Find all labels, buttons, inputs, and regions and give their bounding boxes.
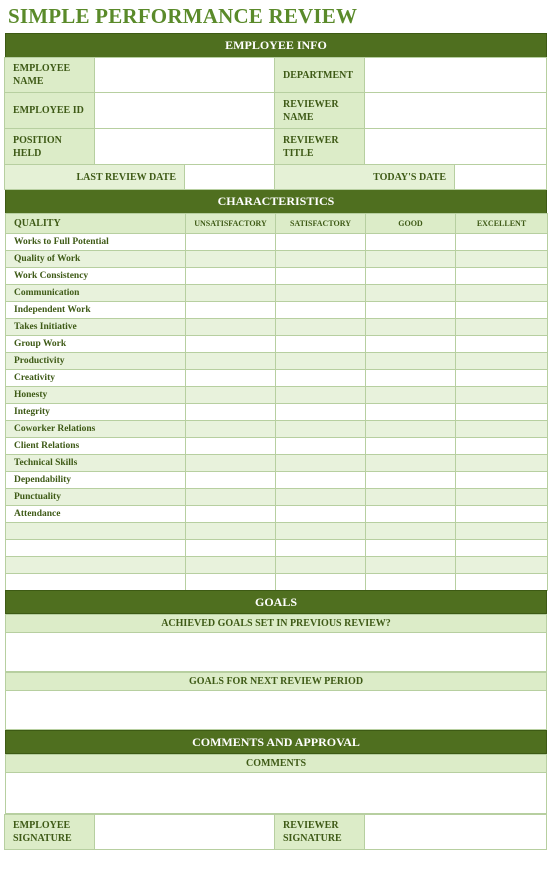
table-row bbox=[6, 472, 548, 489]
rating-cell-satisfactory[interactable] bbox=[276, 336, 366, 353]
table-row bbox=[6, 540, 548, 557]
employee-id-field[interactable] bbox=[94, 92, 275, 129]
rating-cell-unsatisfactory[interactable] bbox=[186, 302, 276, 319]
todays-date-label: TODAY'S DATE bbox=[274, 164, 455, 190]
rating-cell-excellent[interactable] bbox=[456, 557, 548, 574]
reviewer-signature-field[interactable] bbox=[364, 814, 547, 850]
quality-label: Attendance bbox=[6, 506, 186, 523]
rating-cell-excellent[interactable] bbox=[456, 336, 548, 353]
quality-label bbox=[6, 557, 186, 574]
column-header-good: GOOD bbox=[366, 214, 456, 234]
rating-cell-excellent[interactable] bbox=[456, 421, 548, 438]
rating-cell-unsatisfactory[interactable] bbox=[186, 251, 276, 268]
rating-cell-excellent[interactable] bbox=[456, 506, 548, 523]
quality-label: Client Relations bbox=[6, 438, 186, 455]
table-row bbox=[6, 285, 548, 302]
rating-cell-excellent[interactable] bbox=[456, 540, 548, 557]
rating-cell-excellent[interactable] bbox=[456, 387, 548, 404]
rating-cell-good[interactable] bbox=[366, 574, 456, 591]
employee-id-label: EMPLOYEE ID bbox=[4, 92, 95, 129]
table-row bbox=[6, 489, 548, 506]
rating-cell-unsatisfactory[interactable] bbox=[186, 421, 276, 438]
position-held-field[interactable] bbox=[94, 128, 275, 165]
goals-header: GOALS bbox=[5, 590, 547, 614]
quality-label: Communication bbox=[6, 285, 186, 302]
last-review-date-label: LAST REVIEW DATE bbox=[4, 164, 185, 190]
rating-cell-good[interactable] bbox=[366, 404, 456, 421]
department-field[interactable] bbox=[364, 57, 547, 93]
rating-cell-satisfactory[interactable] bbox=[276, 370, 366, 387]
employee-signature-label: EMPLOYEE SIGNATURE bbox=[4, 814, 95, 850]
rating-cell-good[interactable] bbox=[366, 506, 456, 523]
employee-info-grid bbox=[5, 58, 547, 165]
quality-label: Dependability bbox=[6, 472, 186, 489]
rating-cell-satisfactory[interactable] bbox=[276, 540, 366, 557]
reviewer-title-label: REVIEWER TITLE bbox=[274, 128, 365, 165]
quality-label: Creativity bbox=[6, 370, 186, 387]
rating-cell-good[interactable] bbox=[366, 455, 456, 472]
rating-cell-unsatisfactory[interactable] bbox=[186, 234, 276, 251]
rating-cell-satisfactory[interactable] bbox=[276, 302, 366, 319]
table-row bbox=[6, 455, 548, 472]
rating-cell-satisfactory[interactable] bbox=[276, 234, 366, 251]
rating-cell-satisfactory[interactable] bbox=[276, 438, 366, 455]
rating-cell-satisfactory[interactable] bbox=[276, 268, 366, 285]
page-title: SIMPLE PERFORMANCE REVIEW bbox=[8, 4, 358, 28]
column-header-excellent: EXCELLENT bbox=[456, 214, 548, 234]
rating-cell-good[interactable] bbox=[366, 472, 456, 489]
employee-name-label: EMPLOYEE NAME bbox=[4, 57, 95, 93]
rating-cell-satisfactory[interactable] bbox=[276, 574, 366, 591]
rating-cell-excellent[interactable] bbox=[456, 574, 548, 591]
rating-cell-satisfactory[interactable] bbox=[276, 319, 366, 336]
quality-label: Group Work bbox=[6, 336, 186, 353]
quality-label: Technical Skills bbox=[6, 455, 186, 472]
rating-cell-excellent[interactable] bbox=[456, 319, 548, 336]
quality-label: Independent Work bbox=[6, 302, 186, 319]
rating-cell-excellent[interactable] bbox=[456, 370, 548, 387]
rating-cell-unsatisfactory[interactable] bbox=[186, 285, 276, 302]
next-goals-label: GOALS FOR NEXT REVIEW PERIOD bbox=[5, 672, 547, 691]
rating-cell-satisfactory[interactable] bbox=[276, 523, 366, 540]
rating-cell-satisfactory[interactable] bbox=[276, 506, 366, 523]
characteristics-header-row bbox=[6, 214, 548, 234]
rating-cell-unsatisfactory[interactable] bbox=[186, 523, 276, 540]
employee-info-header: EMPLOYEE INFO bbox=[5, 33, 547, 58]
rating-cell-satisfactory[interactable] bbox=[276, 251, 366, 268]
comments-label: COMMENTS bbox=[5, 754, 547, 773]
rating-cell-good[interactable] bbox=[366, 336, 456, 353]
quality-label: Productivity bbox=[6, 353, 186, 370]
column-header-quality: QUALITY bbox=[6, 214, 186, 234]
table-row bbox=[6, 523, 548, 540]
rating-cell-excellent[interactable] bbox=[456, 285, 548, 302]
rating-cell-satisfactory[interactable] bbox=[276, 557, 366, 574]
table-row bbox=[6, 557, 548, 574]
rating-cell-excellent[interactable] bbox=[456, 523, 548, 540]
rating-cell-excellent[interactable] bbox=[456, 268, 548, 285]
rating-cell-unsatisfactory[interactable] bbox=[186, 455, 276, 472]
signature-row bbox=[5, 815, 547, 850]
rating-cell-satisfactory[interactable] bbox=[276, 455, 366, 472]
comments-approval-header: COMMENTS AND APPROVAL bbox=[5, 730, 547, 754]
employee-signature-field[interactable] bbox=[94, 814, 275, 850]
rating-cell-good[interactable] bbox=[366, 268, 456, 285]
reviewer-name-field[interactable] bbox=[364, 92, 547, 129]
quality-label: Takes Initiative bbox=[6, 319, 186, 336]
table-row bbox=[6, 574, 548, 591]
column-header-unsatisfactory: UNSATISFACTORY bbox=[186, 214, 276, 234]
review-form bbox=[5, 33, 547, 850]
rating-cell-unsatisfactory[interactable] bbox=[186, 370, 276, 387]
table-row bbox=[6, 319, 548, 336]
rating-cell-excellent[interactable] bbox=[456, 472, 548, 489]
characteristics-table bbox=[5, 213, 548, 591]
rating-cell-excellent[interactable] bbox=[456, 404, 548, 421]
rating-cell-excellent[interactable] bbox=[456, 438, 548, 455]
rating-cell-excellent[interactable] bbox=[456, 489, 548, 506]
reviewer-title-field[interactable] bbox=[364, 128, 547, 165]
rating-cell-satisfactory[interactable] bbox=[276, 404, 366, 421]
todays-date-field[interactable] bbox=[454, 164, 547, 190]
rating-cell-satisfactory[interactable] bbox=[276, 472, 366, 489]
quality-label: Punctuality bbox=[6, 489, 186, 506]
quality-label: Integrity bbox=[6, 404, 186, 421]
rating-cell-good[interactable] bbox=[366, 421, 456, 438]
rating-cell-excellent[interactable] bbox=[456, 251, 548, 268]
rating-cell-unsatisfactory[interactable] bbox=[186, 268, 276, 285]
rating-cell-unsatisfactory[interactable] bbox=[186, 438, 276, 455]
reviewer-signature-label: REVIEWER SIGNATURE bbox=[274, 814, 365, 850]
rating-cell-unsatisfactory[interactable] bbox=[186, 336, 276, 353]
table-row bbox=[6, 353, 548, 370]
quality-label: Coworker Relations bbox=[6, 421, 186, 438]
last-review-date-field[interactable] bbox=[184, 164, 275, 190]
rating-cell-excellent[interactable] bbox=[456, 455, 548, 472]
rating-cell-good[interactable] bbox=[366, 370, 456, 387]
rating-cell-unsatisfactory[interactable] bbox=[186, 557, 276, 574]
table-row bbox=[6, 438, 548, 455]
achieved-goals-label: ACHIEVED GOALS SET IN PREVIOUS REVIEW? bbox=[5, 614, 547, 633]
position-held-label: POSITION HELD bbox=[4, 128, 95, 165]
table-row bbox=[6, 387, 548, 404]
rating-cell-good[interactable] bbox=[366, 438, 456, 455]
rating-cell-good[interactable] bbox=[366, 557, 456, 574]
rating-cell-excellent[interactable] bbox=[456, 302, 548, 319]
achieved-goals-field[interactable] bbox=[5, 633, 547, 672]
rating-cell-good[interactable] bbox=[366, 540, 456, 557]
quality-label: Honesty bbox=[6, 387, 186, 404]
rating-cell-satisfactory[interactable] bbox=[276, 387, 366, 404]
quality-label bbox=[6, 574, 186, 591]
table-row bbox=[6, 336, 548, 353]
rating-cell-satisfactory[interactable] bbox=[276, 353, 366, 370]
rating-cell-satisfactory[interactable] bbox=[276, 421, 366, 438]
comments-field[interactable] bbox=[5, 773, 547, 814]
quality-label: Quality of Work bbox=[6, 251, 186, 268]
rating-cell-excellent[interactable] bbox=[456, 353, 548, 370]
rating-cell-good[interactable] bbox=[366, 234, 456, 251]
table-row bbox=[6, 506, 548, 523]
department-label: DEPARTMENT bbox=[274, 57, 365, 93]
rating-cell-good[interactable] bbox=[366, 387, 456, 404]
rating-cell-satisfactory[interactable] bbox=[276, 489, 366, 506]
rating-cell-unsatisfactory[interactable] bbox=[186, 404, 276, 421]
column-header-satisfactory: SATISFACTORY bbox=[276, 214, 366, 234]
rating-cell-unsatisfactory[interactable] bbox=[186, 574, 276, 591]
table-row bbox=[6, 404, 548, 421]
characteristics-header: CHARACTERISTICS bbox=[5, 189, 547, 214]
characteristics-body bbox=[6, 234, 548, 591]
quality-label: Work Consistency bbox=[6, 268, 186, 285]
table-row bbox=[6, 421, 548, 438]
rating-cell-good[interactable] bbox=[366, 285, 456, 302]
rating-cell-unsatisfactory[interactable] bbox=[186, 489, 276, 506]
rating-cell-good[interactable] bbox=[366, 302, 456, 319]
rating-cell-unsatisfactory[interactable] bbox=[186, 319, 276, 336]
rating-cell-good[interactable] bbox=[366, 353, 456, 370]
rating-cell-good[interactable] bbox=[366, 251, 456, 268]
quality-label bbox=[6, 540, 186, 557]
quality-label: Works to Full Potential bbox=[6, 234, 186, 251]
rating-cell-unsatisfactory[interactable] bbox=[186, 387, 276, 404]
rating-cell-good[interactable] bbox=[366, 489, 456, 506]
rating-cell-excellent[interactable] bbox=[456, 234, 548, 251]
review-dates-row bbox=[5, 165, 547, 190]
table-row bbox=[6, 234, 548, 251]
rating-cell-satisfactory[interactable] bbox=[276, 285, 366, 302]
rating-cell-good[interactable] bbox=[366, 319, 456, 336]
next-goals-field[interactable] bbox=[5, 691, 547, 730]
table-row bbox=[6, 370, 548, 387]
reviewer-name-label: REVIEWER NAME bbox=[274, 92, 365, 129]
table-row bbox=[6, 302, 548, 319]
rating-cell-unsatisfactory[interactable] bbox=[186, 540, 276, 557]
employee-name-field[interactable] bbox=[94, 57, 275, 93]
rating-cell-unsatisfactory[interactable] bbox=[186, 472, 276, 489]
table-row bbox=[6, 268, 548, 285]
rating-cell-unsatisfactory[interactable] bbox=[186, 506, 276, 523]
table-row bbox=[6, 251, 548, 268]
quality-label bbox=[6, 523, 186, 540]
rating-cell-good[interactable] bbox=[366, 523, 456, 540]
rating-cell-unsatisfactory[interactable] bbox=[186, 353, 276, 370]
